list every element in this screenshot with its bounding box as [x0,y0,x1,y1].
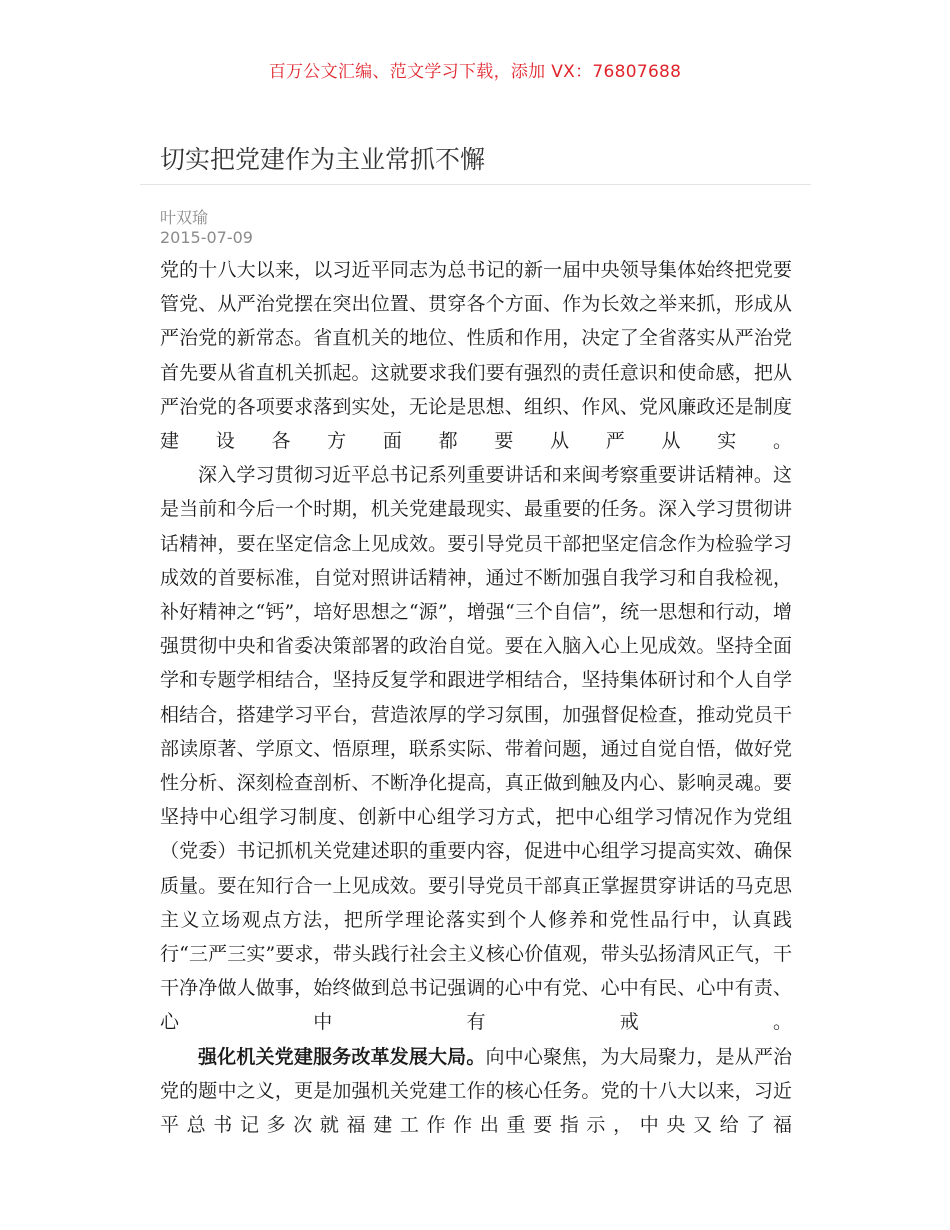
title-divider [140,184,811,185]
paragraph-1-text: 党的十八大以来，以习近平同志为总书记的新一届中央领导集体始终把党要管党、从严治党摆在突出位置、贯穿各个方面、作为长效之举来抓，形成从严治党的新常态。省直机关的地位、性质和作用，决定了全省落实从严治党首先要从省直机关抓起。这就要求我们要有强烈的责任意识和使命感，把从严治党的各项要求落到实处，无论是思想、组织、作风、党风廉政还是制度建设各方面都要从严从实。 [160,259,792,453]
paragraph-1 [160,253,792,458]
article-title: 切实把党建作为主业常抓不懈 [160,145,486,174]
paragraph-3 [160,1040,792,1143]
paragraph-2 [160,458,792,1039]
paragraph-3-lead: 强化机关党建服务改革发展大局。 [198,1045,486,1068]
article-date: 2015-07-09 [160,228,253,247]
watermark-banner: 百万公文汇编、范文学习下载，添加 VX：76807688 [268,62,682,82]
paragraph-2-text: 深入学习贯彻习近平总书记系列重要讲话和来闽考察重要讲话精神。这是当前和今后一个时期，机关党建最现实、最重要的任务。深入学习贯彻讲话精神，要在坚定信念上见成效。要引导党员干部把坚定信念作为检验学习成效的首要标准，自觉对照讲话精神，通过不断加强自我学习和自我检视，补好精神之“钙”，培好思想之“源”，增强“三个自信”，统一思想和行动，增强贯彻中央和省委决策部署的政治自觉。要在入脑入心上见成效。坚持全面学和专题学相结合，坚持反复学和跟进学相结合，坚持集体研讨和个人自学相结合，搭建学习平台，营造浓厚的学习氛围，加强督促检查，推动党员干部读原著、学原文、悟原理，联系实际、带着问题，通过自觉自悟，做好党性分析、深刻检查剖析、不断净化提高，真正做到触及内心、影响灵魂。要坚持中心组学习制度、创新中心组学习方式，把中心组学习情况作为党组（党委）书记抓机关党建述职的重要内容，促进中心组学习提高实效、确保质量。要在知行合一上见成效。要引导党员干部真正掌握贯穿讲话的马克思主义立场观点方法，把所学理论落实到个人修养和党性品行中，认真践行“三严三实”要求，带头践行社会主义核心价值观，带头弘扬清风正气，干干净净做人做事，始终做到总书记强调的心中有党、心中有民、心中有责、心中有戒。 [160,464,792,1034]
paragraph-3-text: 向中心聚焦，为大局聚力，是从严治党的题中之义，更是加强机关党建工作的核心任务。党的十八大以来，习近平总书记多次就福建工作作出重要指示，中央又给了福 [160,1045,792,1137]
article-body [160,253,792,1142]
article-author: 叶双瑜 [160,208,209,227]
